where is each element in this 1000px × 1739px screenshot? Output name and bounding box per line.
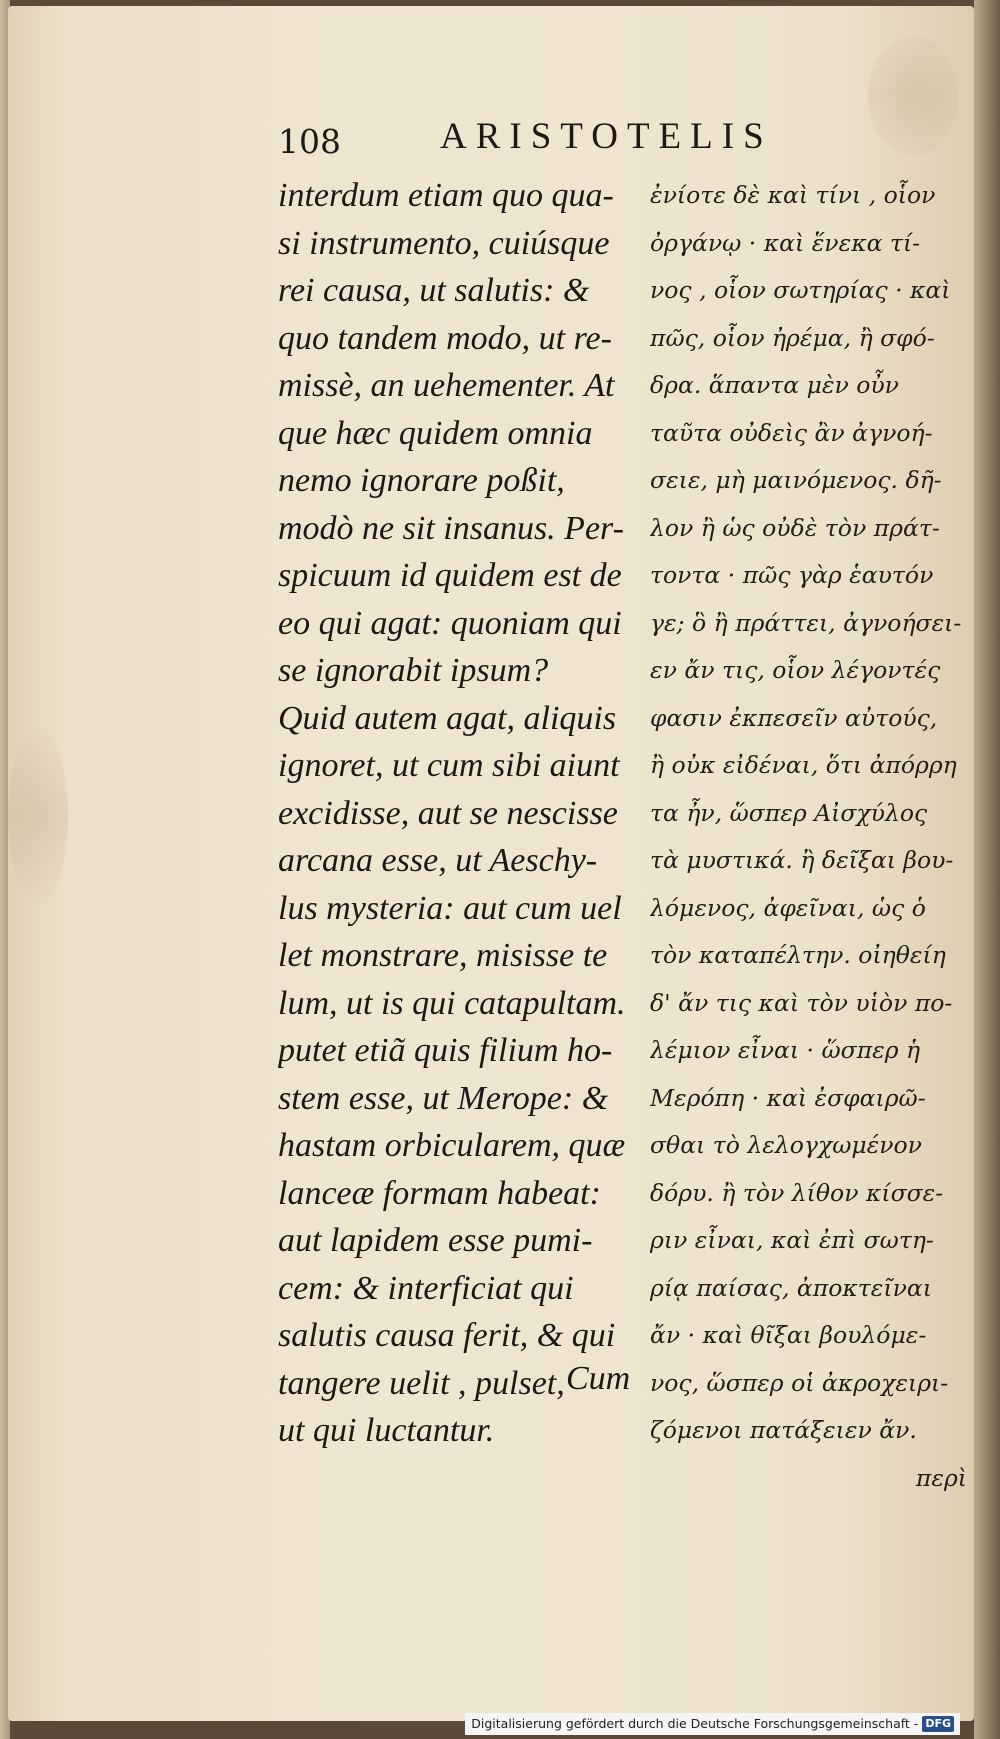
greek-line: λόμενος, ἀφεῖναι, ὡς ὁ [650,893,926,922]
latin-line: modò ne sit insanus. Per- [278,509,624,547]
latin-line: let monstrare, misisse te [278,937,608,974]
latin-line: si instrumento, cuiúsque [278,224,610,262]
greek-line: λέμιον εἶναι · ὥσπερ ἡ [650,1036,921,1064]
digitization-credit [465,1713,960,1735]
greek-line: εν ἄν τις, οἷον λέγοντές [650,656,941,684]
latin-line: cem: & interficiat qui [278,1269,574,1307]
greek-line: τὰ μυστικά. ἢ δεῖξαι βου- [650,846,954,874]
greek-line: τοντα · πῶς γὰρ ἑαυτόν [650,561,934,589]
greek-line: περὶ [915,1463,967,1492]
greek-line: σειε, μὴ μαινόμενος. δῆ- [650,466,942,494]
greek-line: ταῦτα οὐδεὶς ἂν ἀγνοή- [650,418,933,447]
greek-line: δ' ἄν τις καὶ τὸν υἱὸν πο- [650,988,953,1017]
latin-line: lum, ut is qui catapultam. [278,984,626,1022]
latin-line: stem esse, ut Merope: & [278,1079,609,1117]
credit-text: Digitalisierung gefördert durch die Deutsche Forschungsgemeinschaft - [471,1716,919,1731]
greek-line: ριν εἶναι, καὶ ἐπὶ σωτη- [650,1226,934,1254]
latin-line: excidisse, aut se nescisse [278,794,618,832]
greek-line: λον ἢ ὡς οὐδὲ τὸν πράτ- [650,513,940,542]
latin-line: spicuum id quidem est de [278,557,622,594]
latin-line: Quid autem agat, aliquis [278,699,617,737]
latin-line: ignoret, ut cum sibi aiunt [278,747,620,784]
catchword: Cum [566,1360,631,1397]
latin-line: aut lapidem esse pumi- [278,1222,593,1259]
greek-column [650,172,975,1502]
page-stain [868,36,958,156]
greek-line: πῶς, οἷον ἠρέμα, ἢ σφό- [650,323,935,352]
latin-line: tangere uelit , pulset, [278,1364,565,1402]
greek-line: γε; ὃ ἢ πράττει, ἀγνοήσει- [650,608,962,637]
dfg-logo: DFG [922,1716,954,1732]
page-number: 108 [278,122,341,161]
latin-line: arcana esse, ut Aeschy- [278,842,598,879]
latin-line: quo tandem modo, ut re- [278,319,612,357]
latin-line: nemo ignorare poßit, [278,462,565,499]
page-stain [8,726,68,906]
greek-line: ὀργάνῳ · καὶ ἕνεκα τί- [650,228,921,257]
latin-line: se ignorabit ipsum? [278,652,549,689]
greek-line: Μερόπη · καὶ ἐσφαιρῶ- [650,1083,926,1112]
greek-line: τὸν καταπέλτην. οἰηθείη [650,941,946,969]
latin-line: ut qui luctantur. [278,1412,495,1449]
greek-line: ρίᾳ παίσας, ἀποκτεῖναι [650,1273,932,1302]
latin-line: putet etiã quis filium ho- [278,1032,613,1069]
latin-line: que hæc quidem omnia [278,414,593,452]
latin-line: lanceæ formam habeat: [278,1174,601,1212]
latin-line: salutis causa ferit, & qui [278,1317,616,1354]
greek-line: σθαι τὸ λελογχωμένον [650,1131,922,1159]
latin-line: lus mysteria: aut cum uel [278,889,622,927]
greek-line: ἄν · καὶ θῖξαι βουλόμε- [650,1321,927,1349]
latin-line: interdum etiam quo qua- [278,177,614,214]
greek-line: νος, ὥσπερ οἱ ἀκροχειρι- [650,1368,949,1397]
greek-line: νος , οἷον σωτηρίας · καὶ [650,276,951,304]
running-title: ARISTOTELIS [440,116,773,157]
greek-line: ζόμενοι πατάξειεν ἄν. [650,1416,917,1444]
greek-line: τα ἦν, ὥσπερ Αἰσχύλος [650,798,928,827]
greek-line: φασιν ἐκπεσεῖν αὐτούς, [650,703,938,732]
latin-line: missè, an uehementer. At [278,367,615,404]
latin-line: eo qui agat: quoniam qui [278,604,622,642]
latin-line: rei causa, ut salutis: & [278,272,590,309]
greek-line: ἢ οὐκ εἰδέναι, ὅτι ἀπόρρη [650,751,957,779]
greek-line: δρα. ἅπαντα μὲν οὖν [650,371,899,399]
greek-line: δόρυ. ἢ τὸν λίθον κίσσε- [650,1178,944,1207]
latin-column [278,172,643,1455]
latin-line: hastam orbicularem, quæ [278,1127,626,1164]
page-header [270,110,830,160]
greek-line: ἐνίοτε δὲ καὶ τίνι , οἷον [650,181,936,209]
book-spine [974,0,1000,1739]
